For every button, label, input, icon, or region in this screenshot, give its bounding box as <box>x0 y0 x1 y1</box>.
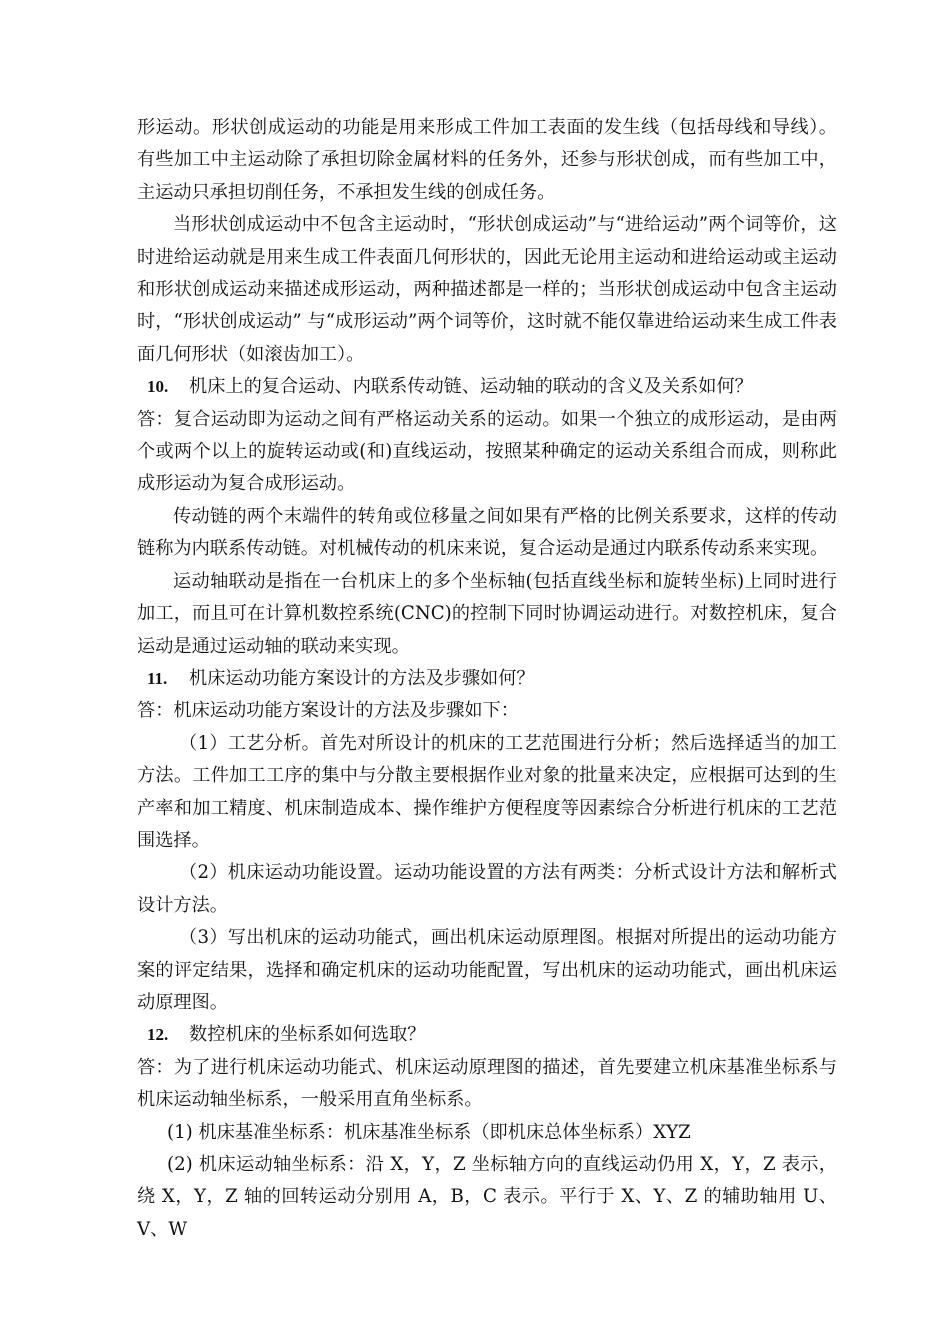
answer-11-paragraph-1: 答：机床运动功能方案设计的方法及步骤如下： <box>137 700 519 722</box>
question-text: 机床运动功能方案设计的方法及步骤如何？ <box>189 667 535 689</box>
question-text: 机床上的复合运动、内联系传动链、运动轴的联动的含义及关系如何？ <box>189 376 753 398</box>
answer-11-step-3: （3）写出机床的运动功能式，画出机床运动原理图。根据对所提出的运动功能方案的评定结果，选择和确定机床的运动功能配置，写出机床的运动功能式，画出机床运动原理图。 <box>137 927 837 1013</box>
question-11 <box>137 663 837 695</box>
answer-10-paragraph-2: 传动链的两个末端件的转角或位移量之间如果有严格的比例关系要求，这样的传动链称为内联系传动链。对机械传动的机床来说，复合运动是通过内联系传动系来实现。 <box>137 505 837 560</box>
answer-11-step-1: （1）工艺分析。首先对所设计的机床的工艺范围进行分析；然后选择适当的加工方法。工件加工工序的集中与分散主要根据作业对象的批量来决定，应根据可达到的生产率和加工精度、机床制造成本、操作维护方便程度等因素综合分析进行机床的工艺范围选择。 <box>137 732 837 851</box>
answer-11-step-2: （2）机床运动功能设置。运动功能设置的方法有两类：分析式设计方法和解析式设计方法。 <box>137 862 837 916</box>
question-number: 10. <box>147 377 169 397</box>
question-12 <box>137 1019 837 1051</box>
question-number: 11. <box>147 668 168 688</box>
paragraph-motion-equivalence: 当形状创成运动中不包含主运动时，“形状创成运动”与“进给运动”两个词等价，这时进给运动就是用来生成工件表面几何形状的，因此无论用主运动和进给运动或主运动和形状创成运动来描述成形运动，两种描述都是一样的；当形状创成运动中包含主运动时，“形状创成运动” 与“成形运动”两个词等价，这时就不能仅靠进给运动来生成工件表面几何形状（如滚齿加工）。 <box>137 214 837 365</box>
answer-12-item-2: (2) 机床运动轴坐标系：沿 X，Y，Z 坐标轴方向的直线运动仍用 X，Y，Z 表示，绕 X，Y，Z 轴的回转运动分别用 A，B，C 表示。平行于 X、Y、Z 的辅助轴用 U、V、W <box>137 1154 837 1240</box>
answer-12-paragraph-1: 答：为了进行机床运动功能式、机床运动原理图的描述，首先要建立机床基准坐标系与机床运动轴坐标系，一般采用直角坐标系。 <box>137 1056 837 1111</box>
answer-10-paragraph-1: 答：复合运动即为运动之间有严格运动关系的运动。如果一个独立的成形运动，是由两个或两个以上的旋转运动或(和)直线运动，按照某种确定的运动关系组合而成，则称此成形运动为复合成形运动。 <box>137 408 837 495</box>
question-text: 数控机床的坐标系如何选取？ <box>189 1024 426 1046</box>
question-number: 12. <box>147 1025 169 1045</box>
document-page <box>137 112 837 1246</box>
answer-12-item-1: (1) 机床基准坐标系：机床基准坐标系（即机床总体坐标系）XYZ <box>167 1121 691 1143</box>
question-10 <box>137 371 837 403</box>
paragraph-form-creation-motion: 形运动。形状创成运动的功能是用来形成工件加工表面的发生线（包括母线和导线）。有些加工中主运动除了承担切除金属材料的任务外，还参与形状创成，而有些加工中，主运动只承担切削任务，不承担发生线的创成任务。 <box>137 117 837 203</box>
answer-10-paragraph-3: 运动轴联动是指在一台机床上的多个坐标轴(包括直线坐标和旋转坐标)上同时进行加工，而且可在计算机数控系统(CNC)的控制下同时协调运动进行。对数控机床，复合运动是通过运动轴的联动来实现。 <box>137 570 837 657</box>
